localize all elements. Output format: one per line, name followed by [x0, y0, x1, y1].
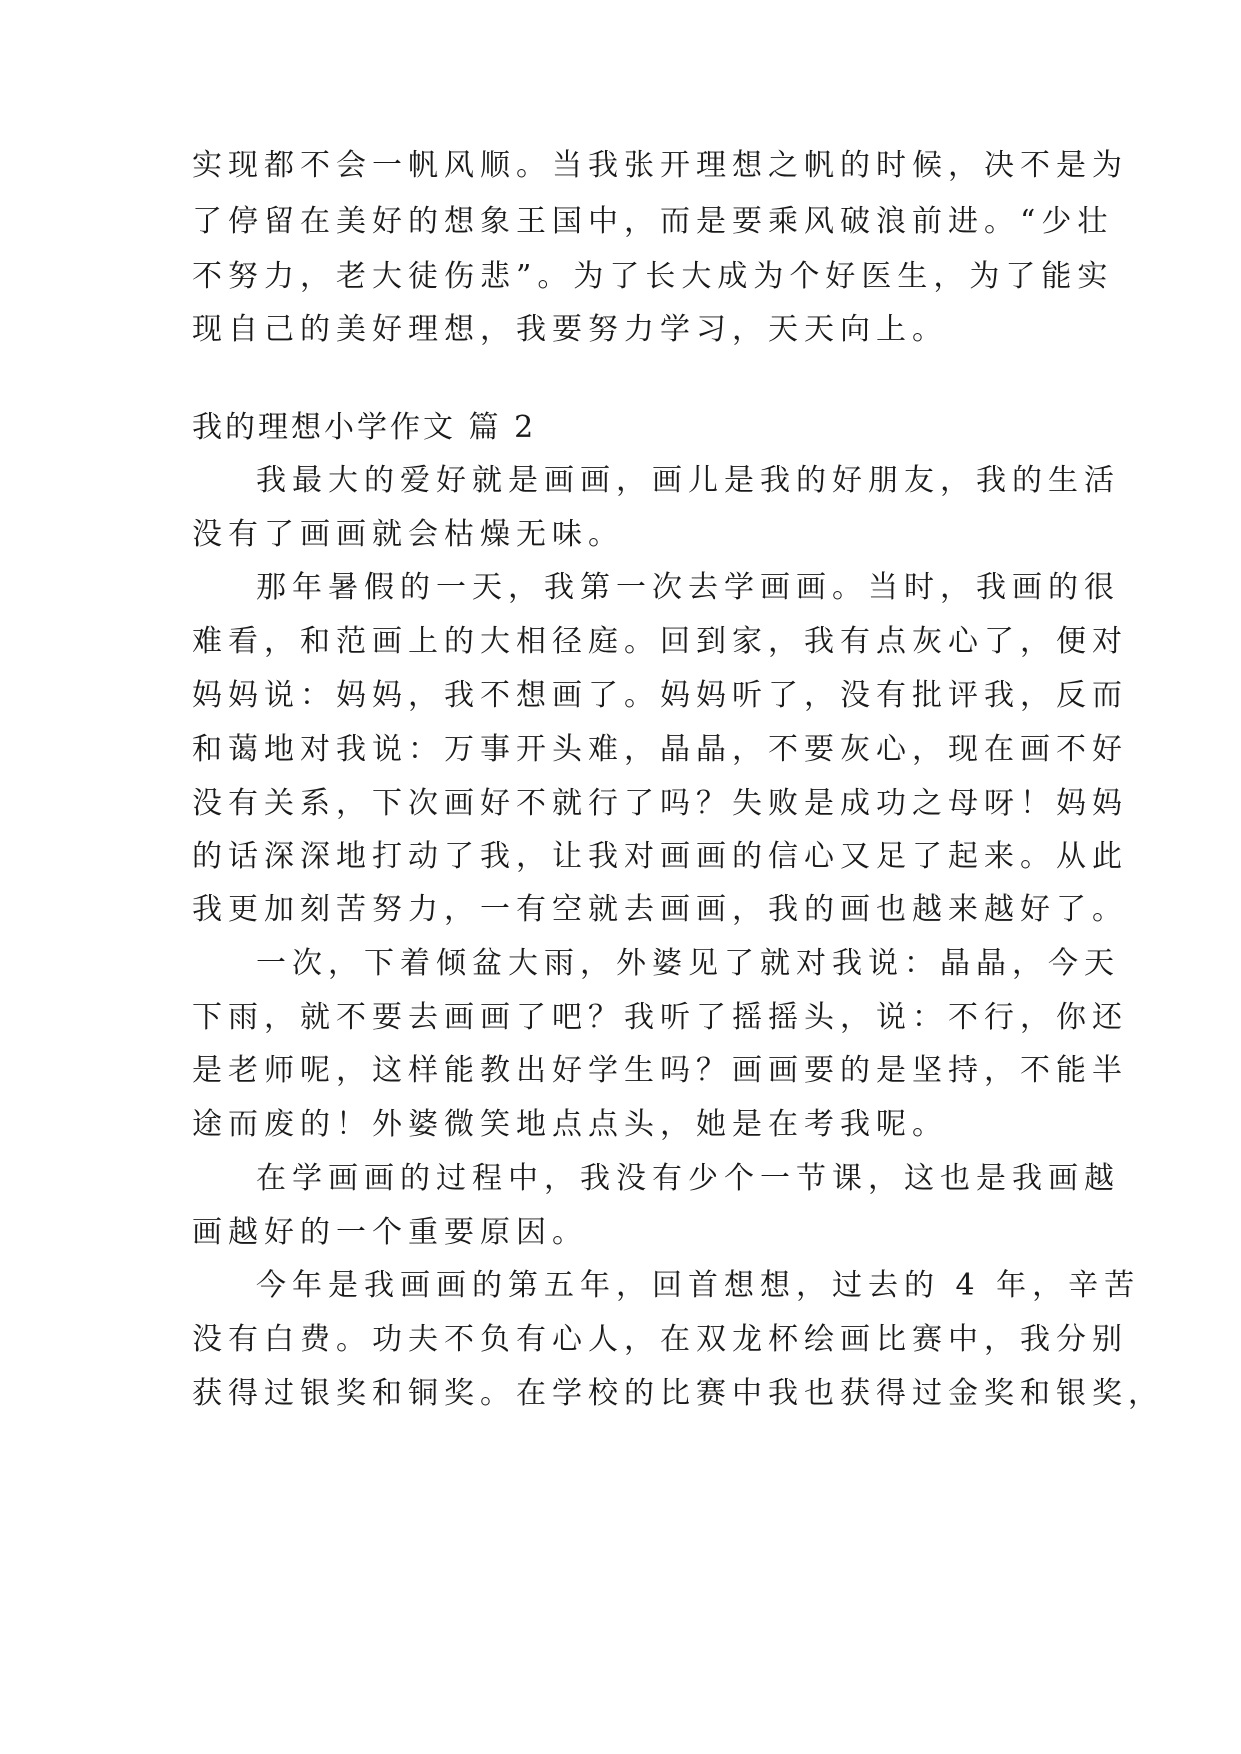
paragraph-line: 获得过银奖和铜奖。在学校的比赛中我也获得过金奖和银奖，	[192, 1376, 1164, 1411]
paragraph-line: 实现都不会一帆风顺。当我张开理想之帆的时候，决不是为	[192, 148, 1128, 183]
paragraph-line: 了停留在美好的想象王国中，而是要乘风破浪前进。“少壮	[192, 204, 1114, 239]
paragraph-line: 途而废的！外婆微笑地点点头，她是在考我呢。	[192, 1107, 948, 1142]
paragraph-line: 妈妈说：妈妈，我不想画了。妈妈听了，没有批评我，反而	[192, 678, 1128, 713]
paragraph-line: 下雨，就不要去画画了吧？我听了摇摇头，说：不行，你还	[192, 1000, 1128, 1035]
paragraph-line: 今年是我画画的第五年，回首想想，过去的 4 年，辛苦	[256, 1268, 1141, 1303]
paragraph-line: 没有白费。功夫不负有心人，在双龙杯绘画比赛中，我分别	[192, 1322, 1128, 1357]
paragraph-line: 的话深深地打动了我，让我对画画的信心又足了起来。从此	[192, 839, 1128, 874]
paragraph-line: 我更加刻苦努力，一有空就去画画，我的画也越来越好了。	[192, 892, 1128, 927]
paragraph-line: 现自己的美好理想，我要努力学习，天天向上。	[192, 312, 948, 347]
section-title: 我的理想小学作文 篇 2	[192, 410, 537, 445]
paragraph-line: 在学画画的过程中，我没有少个一节课，这也是我画越	[256, 1161, 1120, 1196]
paragraph-line: 难看，和范画上的大相径庭。回到家，我有点灰心了，便对	[192, 624, 1128, 659]
paragraph-line: 是老师呢，这样能教出好学生吗？画画要的是坚持，不能半	[192, 1053, 1128, 1088]
paragraph-line: 没有关系，下次画好不就行了吗？失败是成功之母呀！妈妈	[192, 786, 1128, 821]
paragraph-line: 和蔼地对我说：万事开头难，晶晶，不要灰心，现在画不好	[192, 732, 1128, 767]
paragraph-line: 画越好的一个重要原因。	[192, 1215, 588, 1250]
paragraph-line: 没有了画画就会枯燥无味。	[192, 517, 624, 552]
paragraph-line: 一次，下着倾盆大雨，外婆见了就对我说：晶晶，今天	[256, 946, 1120, 981]
paragraph-line: 不努力，老大徒伤悲”。为了长大成为个好医生，为了能实	[192, 259, 1114, 294]
paragraph-line: 那年暑假的一天，我第一次去学画画。当时，我画的很	[256, 570, 1120, 605]
paragraph-line: 我最大的爱好就是画画，画儿是我的好朋友，我的生活	[256, 463, 1120, 498]
